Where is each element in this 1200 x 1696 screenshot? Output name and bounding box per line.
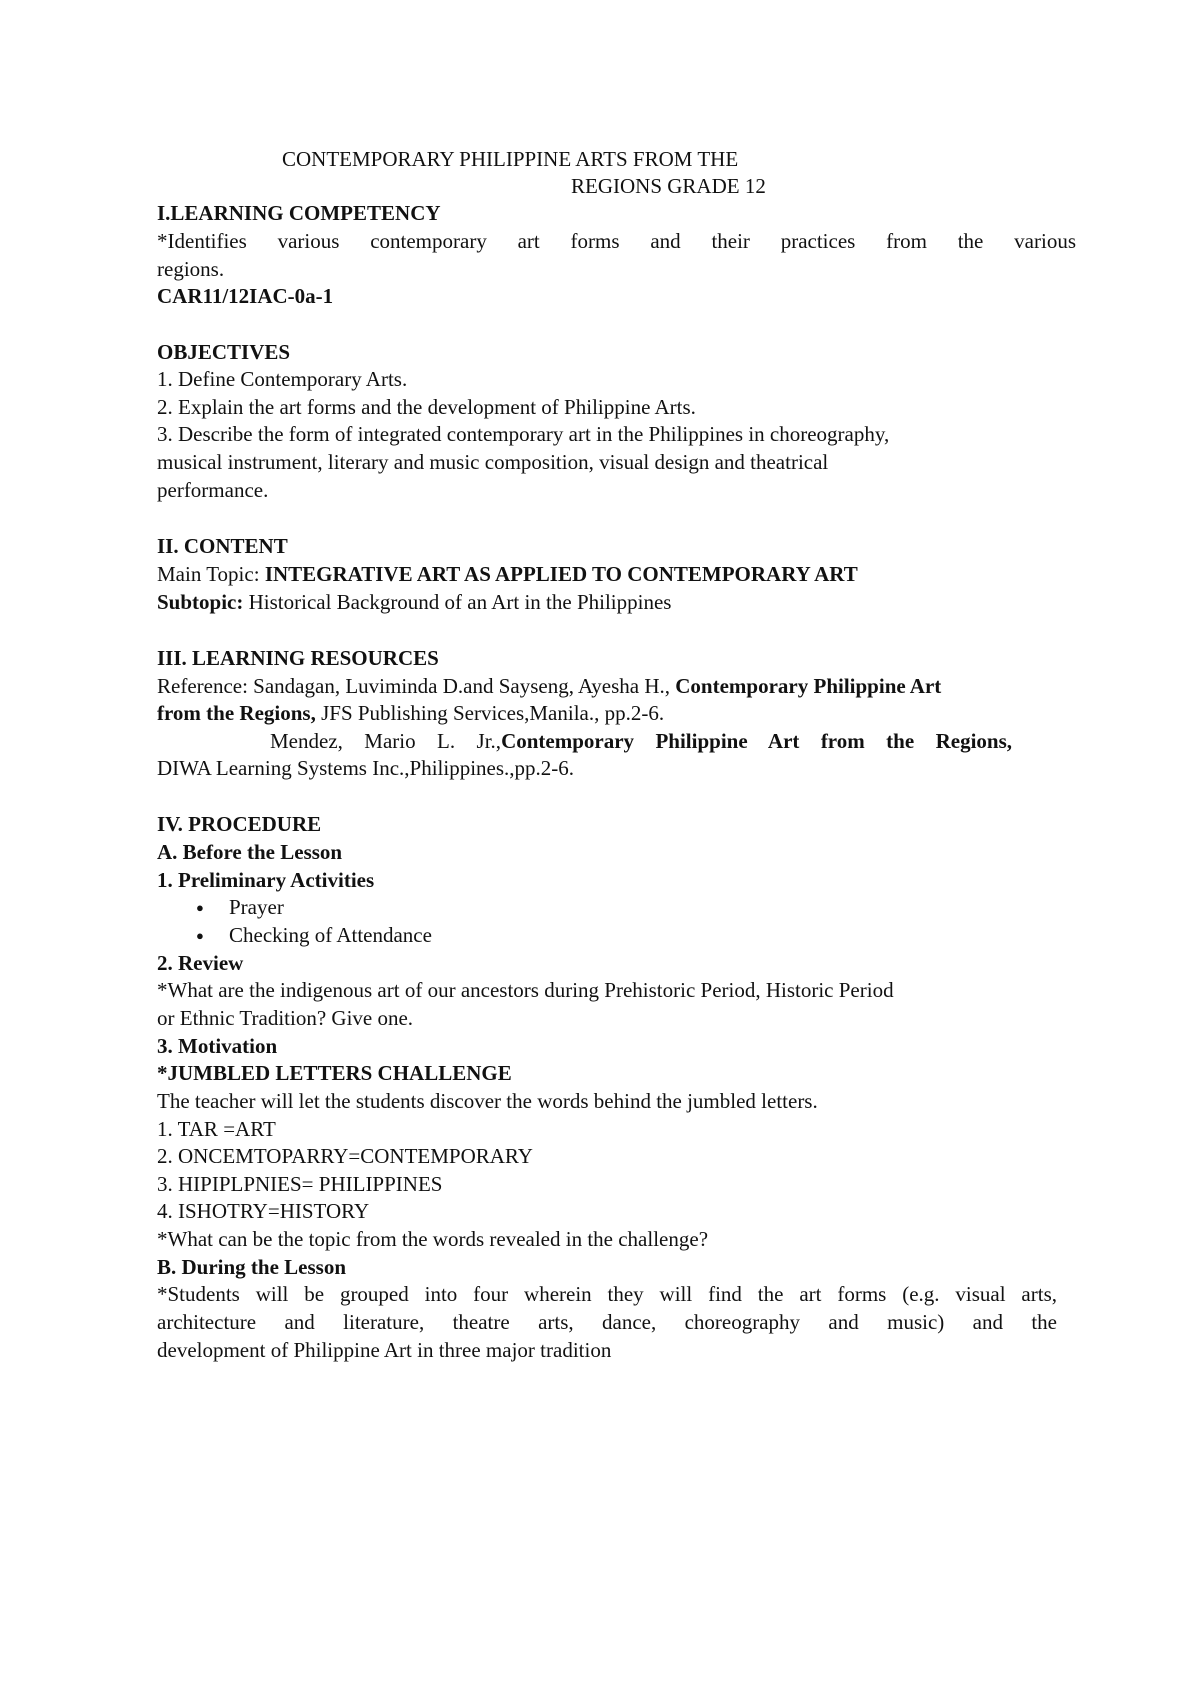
bullet-marker: ● — [196, 900, 204, 915]
document-title-line-2: REGIONS GRADE 12 — [571, 174, 766, 198]
main-topic-label: Main Topic: — [157, 562, 265, 586]
reference-1-line-1 — [157, 673, 941, 700]
competency-text-line-2: regions. — [157, 257, 225, 281]
competency-heading: I.LEARNING COMPETENCY — [157, 201, 441, 225]
reference-1-title-start: Contemporary Philippine Art — [675, 674, 942, 698]
procedure-heading: IV. PROCEDURE — [157, 812, 322, 836]
challenge-intro: The teacher will let the students discover the words behind the jumbled letters. — [157, 1089, 818, 1113]
objective-item-2: 2. Explain the art forms and the development of Philippine Arts. — [157, 395, 696, 419]
jumbled-item-1: 1. TAR =ART — [157, 1117, 276, 1141]
reference-2-author: Mendez, Mario L. Jr., — [270, 729, 502, 753]
subtopic-value: Historical Background of an Art in the Philippines — [243, 590, 672, 614]
reference-2-publisher: DIWA Learning Systems Inc.,Philippines.,pp.2-6. — [157, 756, 575, 780]
competency-code: CAR11/12IAC-0a-1 — [157, 284, 334, 308]
reference-1-authors: Reference: Sandagan, Luviminda D.and Sayseng, Ayesha H., — [157, 674, 676, 698]
review-text-line-2: or Ethnic Tradition? Give one. — [157, 1006, 414, 1030]
reference-1-title-end: from the Regions, — [157, 701, 316, 725]
during-lesson-text-line-3: development of Philippine Art in three major tradition — [157, 1338, 612, 1362]
document-title-line-1: CONTEMPORARY PHILIPPINE ARTS FROM THE — [282, 147, 739, 171]
during-lesson-heading: B. During the Lesson — [157, 1255, 347, 1279]
reference-1-publisher: JFS Publishing Services,Manila., pp.2-6. — [315, 701, 665, 725]
review-heading: 2. Review — [157, 951, 244, 975]
subtopic-label: Subtopic: — [157, 590, 244, 614]
reference-1-line-2 — [157, 700, 664, 727]
challenge-heading: *JUMBLED LETTERS CHALLENGE — [157, 1061, 512, 1085]
main-topic-value: INTEGRATIVE ART AS APPLIED TO CONTEMPORARY ART — [264, 562, 858, 586]
during-lesson-text-line-2: architecture and literature, theatre arts, dance, choreography and music) and the — [157, 1310, 1057, 1334]
motivation-heading: 3. Motivation — [157, 1034, 278, 1058]
objective-item-3-line-3: performance. — [157, 478, 269, 502]
main-topic-line — [157, 561, 858, 588]
preliminary-activities-heading: 1. Preliminary Activities — [157, 868, 375, 892]
reference-2-title: Contemporary Philippine Art from the Regions, — [501, 729, 1013, 753]
during-lesson-text-line-1: *Students will be grouped into four wherein they will find the art forms (e.g. visual arts, — [157, 1282, 1057, 1306]
bullet-item-attendance: Checking of Attendance — [229, 923, 432, 947]
reference-2-line-1 — [270, 728, 1012, 755]
before-lesson-heading: A. Before the Lesson — [157, 840, 343, 864]
jumbled-item-4: 4. ISHOTRY=HISTORY — [157, 1199, 370, 1223]
objective-item-3-line-2: musical instrument, literary and music composition, visual design and theatrical — [157, 450, 829, 474]
challenge-question: *What can be the topic from the words revealed in the challenge? — [157, 1227, 709, 1251]
review-text-line-1: *What are the indigenous art of our ancestors during Prehistoric Period, Historic Period — [157, 978, 894, 1002]
objectives-heading: OBJECTIVES — [157, 340, 291, 364]
jumbled-item-2: 2. ONCEMTOPARRY=CONTEMPORARY — [157, 1144, 533, 1168]
competency-text-line-1: *Identifies various contemporary art forms and their practices from the various — [157, 229, 1076, 253]
content-heading: II. CONTENT — [157, 534, 288, 558]
resources-heading: III. LEARNING RESOURCES — [157, 646, 439, 670]
bullet-marker: ● — [196, 928, 204, 943]
jumbled-item-3: 3. HIPIPLPNIES= PHILIPPINES — [157, 1172, 443, 1196]
bullet-item-prayer: Prayer — [229, 895, 284, 919]
objective-item-1: 1. Define Contemporary Arts. — [157, 367, 408, 391]
subtopic-line — [157, 589, 671, 616]
objective-item-3-line-1: 3. Describe the form of integrated contemporary art in the Philippines in choreography, — [157, 422, 890, 446]
